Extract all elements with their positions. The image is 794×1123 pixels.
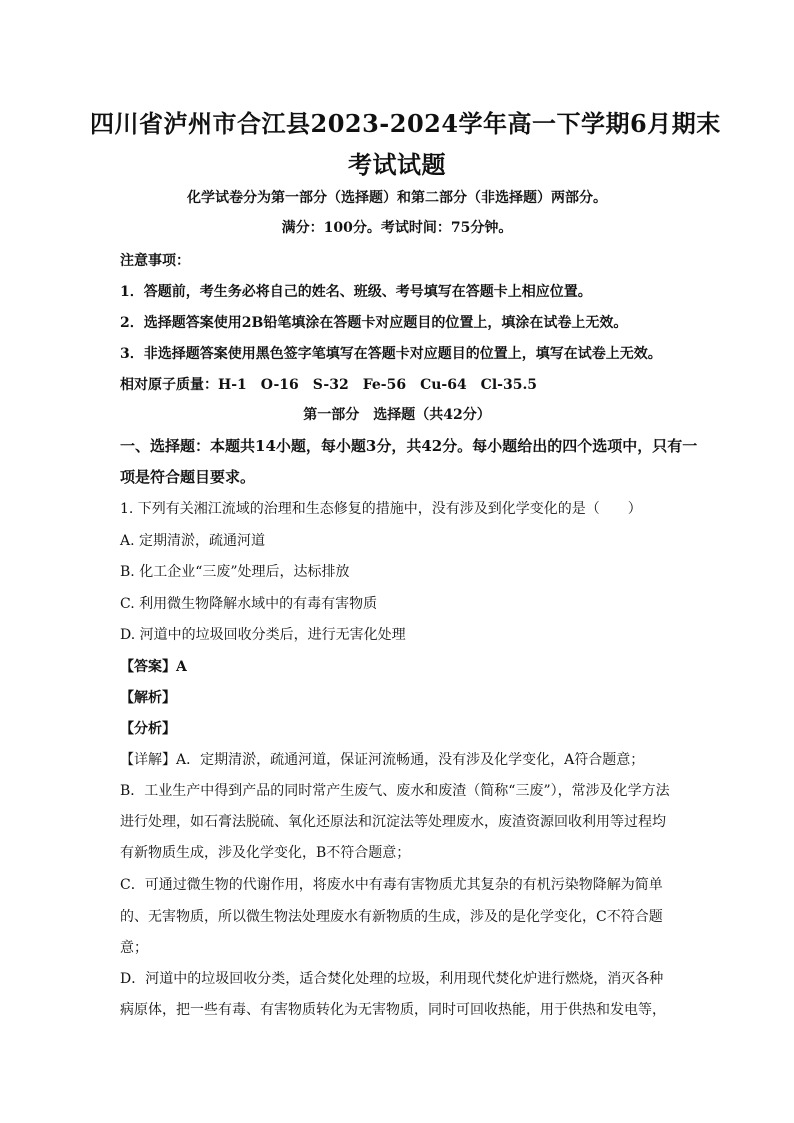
detail-line: 进行处理，如石膏法脱硫、氧化还原法和沉淀法等处理废水，废渣资源回收利用等过程均 [120, 814, 666, 830]
section1-instructions: 一、选择题：本题共14小题，每小题3分，共42分。每小题给出的四个选项中，只有一 [120, 437, 698, 455]
note-item: 1．答题前，考生务必将自己的姓名、班级、考号填写在答题卡上相应位置。 [120, 284, 592, 300]
score-time: 满分：100分。考试时间：75分钟。 [281, 220, 513, 236]
question-stem: 1. 下列有关湘江流域的治理和生态修复的措施中，没有涉及到化学变化的是（ ） [120, 501, 642, 517]
option-d: D. 河道中的垃圾回收分类后，进行无害化处理 [120, 627, 406, 643]
option-b: B. 化工企业“三废”处理后，达标排放 [120, 564, 350, 580]
detail-line: 有新物质生成，涉及化学变化，B不符合题意； [120, 845, 411, 861]
exam-intro: 化学试卷分为第一部分（选择题）和第二部分（非选择题）两部分。 [187, 190, 607, 206]
analysis-label: 【解析】 [120, 690, 176, 706]
option-a: A. 定期清淤，疏通河道 [120, 533, 266, 549]
answer-label: 【答案】A [120, 659, 187, 675]
detail-line: 的、无害物质，所以微生物法处理废水有新物质的生成，涉及的是化学变化，C不符合题 [120, 909, 663, 925]
detail-line: B．工业生产中得到产品的同时常产生废气、废水和废渣（简称“三废”），常涉及化学方法 [120, 783, 670, 799]
detail-line: C．可通过微生物的代谢作用，将废水中有毒有害物质尤其复杂的有机污染物降解为简单 [120, 877, 663, 893]
fenxi-label: 【分析】 [120, 721, 176, 737]
part1-heading: 第一部分 选择题（共42分） [303, 407, 491, 423]
notes-heading: 注意事项： [120, 253, 190, 269]
exam-title-line2: 考试试题 [348, 150, 446, 179]
detail-line: 意； [120, 940, 148, 956]
note-item: 2．选择题答案使用2B铅笔填涂在答题卡对应题目的位置上，填涂在试卷上无效。 [120, 315, 628, 331]
detail-line: D．河道中的垃圾回收分类，适合焚化处理的垃圾，利用现代焚化炉进行燃烧，消灭各种 [120, 971, 664, 987]
detail-line: 病原体，把一些有毒、有害物质转化为无害物质，同时可回收热能，用于供热和发电等， [120, 1002, 666, 1018]
atomic-mass-line: 相对原子质量：H-1 O-16 S-32 Fe-56 Cu-64 Cl-35.5 [120, 377, 538, 393]
option-c: C. 利用微生物降解水域中的有毒有害物质 [120, 596, 378, 612]
detail-line: 【详解】A．定期清淤，疏通河道，保证河流畅通，没有涉及化学变化，A符合题意； [120, 752, 645, 768]
note-item: 3．非选择题答案使用黑色签字笔填写在答题卡对应题目的位置上，填写在试卷上无效。 [120, 346, 662, 362]
section1-instructions-cont: 项是符合题目要求。 [120, 468, 256, 486]
exam-title-line1: 四川省泸州市合江县2023-2024学年高一下学期6月期末 [90, 109, 721, 138]
